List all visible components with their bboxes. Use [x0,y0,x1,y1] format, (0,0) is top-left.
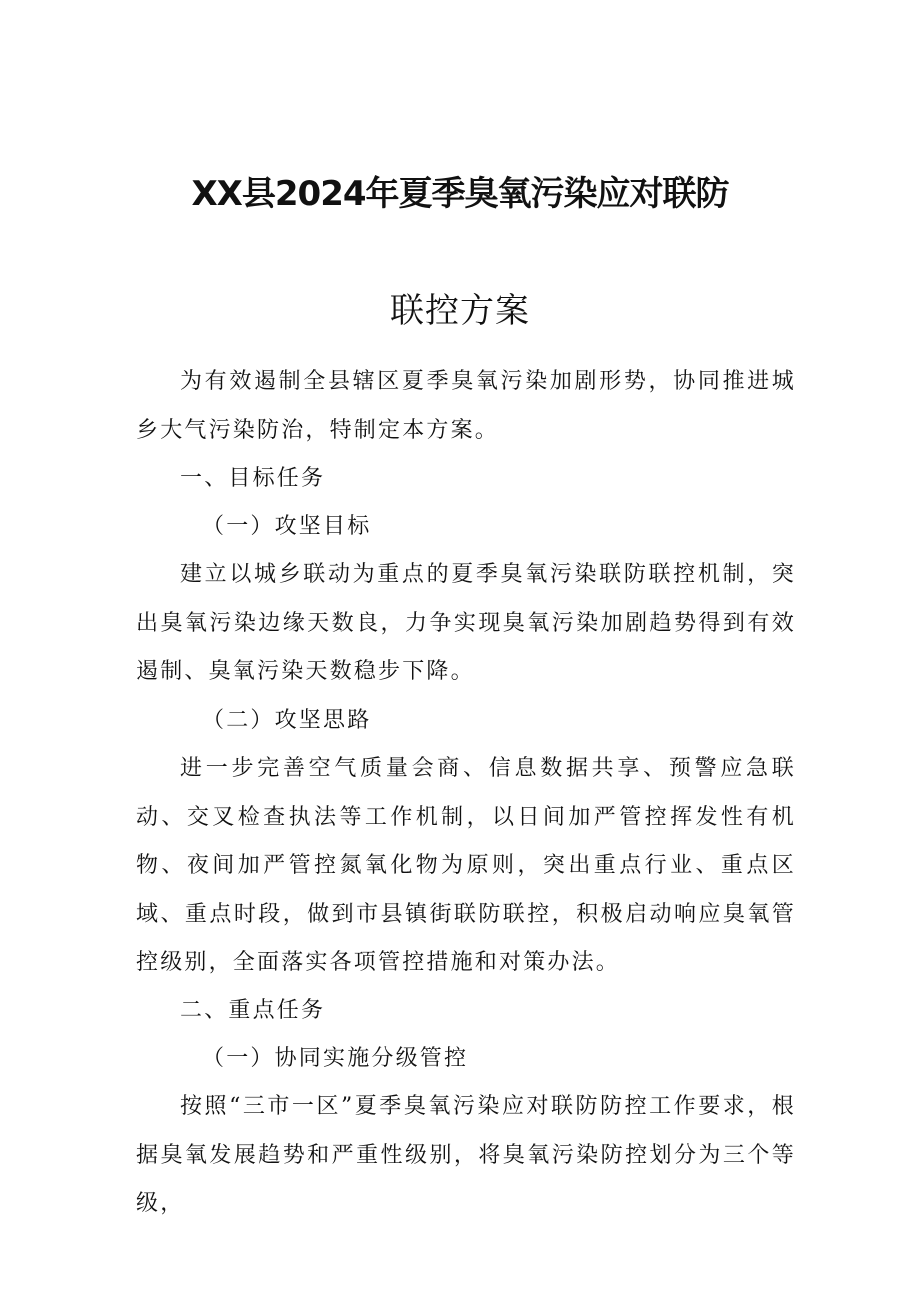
section2-sub1-body: 按照“三市一区”夏季臭氧污染应对联防防控工作要求，根据臭氧发展趋势和严重性级别，将臭氧污染防控划分为三个等级， [136,1094,796,1216]
section1-sub2-heading: （二）攻坚思路 [202,708,372,733]
section1-sub1-heading: （一）攻坚目标 [202,514,372,539]
section2-heading: 二、重点任务 [180,998,326,1023]
document-title-line1: XX县2024年夏季臭氧污染应对联防 [191,174,729,214]
section1-sub1-body: 建立以城乡联动为重点的夏季臭氧污染联防联控机制，突出臭氧污染边缘天数良，力争实现臭氧污染加剧趋势得到有效遏制、臭氧污染天数稳步下降。 [136,562,796,684]
section1-sub2-body: 进一步完善空气质量会商、信息数据共享、预警应急联动、交叉检查执法等工作机制，以日间加严管控挥发性有机物、夜间加严管控氮氧化物为原则，突出重点行业、重点区域、重点时段，做到市县镇街联防联控，积极启动响应臭氧管控级别，全面落实各项管控措施和对策办法。 [136,756,796,975]
document-title-line2: 联控方案 [390,291,530,331]
section2-sub1-heading: （一）协同实施分级管控 [202,1046,469,1071]
section1-heading: 一、目标任务 [180,466,326,491]
intro-paragraph: 为有效遏制全县辖区夏季臭氧污染加剧形势，协同推进城乡大气污染防治，特制定本方案。 [136,369,796,443]
